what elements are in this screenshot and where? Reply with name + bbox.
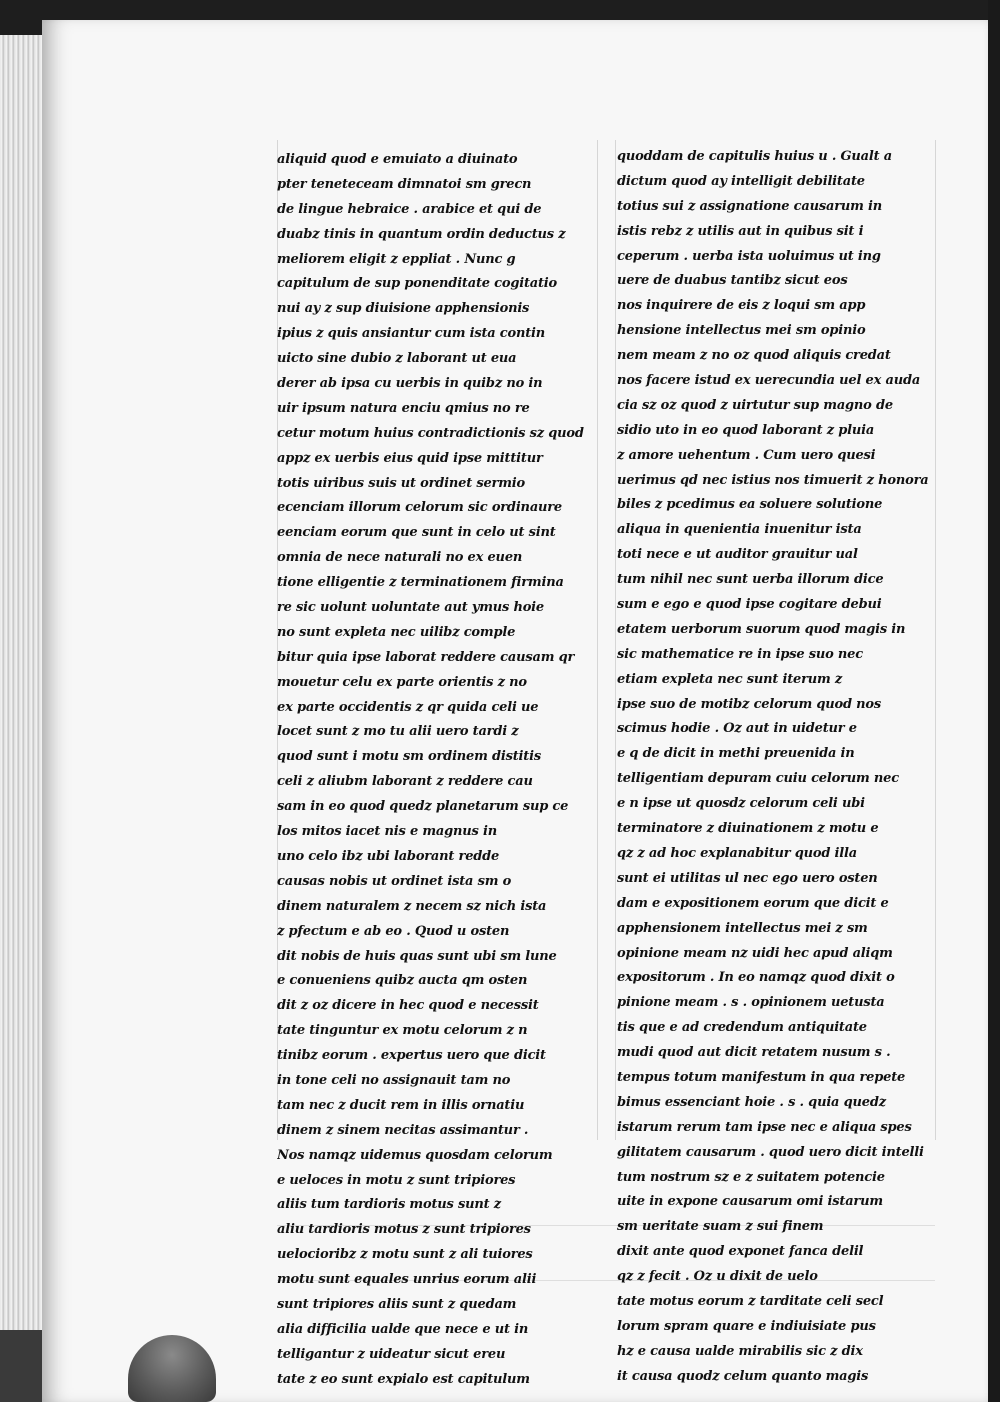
manuscript-line: pter teneteceam dimnatoi sm grecn xyxy=(277,176,532,192)
manuscript-line: totis uiribus suis ut ordinet sermio xyxy=(277,475,525,491)
manuscript-line: dit nobis de huis quas sunt ubi sm lune xyxy=(277,948,557,964)
manuscript-line: tate z eo sunt expialo est capitulum xyxy=(277,1371,530,1387)
manuscript-line: Nos namqz uidemus quosdam celorum xyxy=(277,1147,553,1163)
manuscript-line: totius sui z assignatione causarum in xyxy=(617,198,882,214)
manuscript-line: hensione intellectus mei sm opinio xyxy=(617,323,866,339)
manuscript-line: z amore uehentum . Cum uero quesi xyxy=(617,447,876,463)
manuscript-line: re sic uolunt uoluntate aut ymus hoie xyxy=(277,600,544,616)
manuscript-line: locet sunt z mo tu alii uero tardi z xyxy=(277,724,519,740)
manuscript-line: nos inquirere de eis z loqui sm app xyxy=(617,298,866,314)
manuscript-line: alia difficilia ualde que nece e ut in xyxy=(277,1321,529,1337)
manuscript-line: etatem uerborum suorum quod magis in xyxy=(617,621,906,637)
manuscript-line: istis rebz z utilis aut in quibus sit i xyxy=(617,223,864,239)
manuscript-line: capitulum de sup ponenditate cogitatio xyxy=(277,276,558,292)
manuscript-line: sam in eo quod quedz planetarum sup ce xyxy=(277,799,569,815)
manuscript-line: uerimus qd nec istius nos timuerit z honora xyxy=(617,472,929,488)
manuscript-line: nui ay z sup diuisione apphensionis xyxy=(277,301,530,317)
manuscript-line: e conueniens quibz aucta qm osten xyxy=(277,973,528,989)
manuscript-line: sidio uto in eo quod laborant z pluia xyxy=(617,422,875,438)
manuscript-line: dinem z sinem necitas assimantur . xyxy=(277,1122,529,1138)
manuscript-line: ceperum . uerba ista uoluimus ut ing xyxy=(617,248,881,264)
manuscript-line: dictum quod ay intelligit debilitate xyxy=(617,173,865,189)
manuscript-line: quod sunt i motu sm ordinem distitis xyxy=(277,749,541,765)
manuscript-line: duabz tinis in quantum ordin deductus z xyxy=(277,226,566,242)
ruling-line xyxy=(615,140,616,1140)
manuscript-line: ex parte occidentis z qr quida celi ue xyxy=(277,699,539,715)
manuscript-line: mouetur celu ex parte orientis z no xyxy=(277,674,527,690)
manuscript-line: opinione meam nz uidi hec apud aliqm xyxy=(617,945,893,961)
manuscript-line: ipius z quis ansiantur cum ista contin xyxy=(277,326,546,342)
text-column-right xyxy=(617,145,935,1390)
manuscript-line: pinione meam . s . opinionem uetusta xyxy=(617,995,885,1011)
manuscript-line: dam e expositionem eorum que dicit e xyxy=(617,895,889,911)
manuscript-line: uere de duabus tantibz sicut eos xyxy=(617,273,848,289)
manuscript-line: tempus totum manifestum in qua repete xyxy=(617,1069,906,1085)
manuscript-line: tate motus eorum z tarditate celi secl xyxy=(617,1293,884,1309)
manuscript-line: bitur quia ipse laborat reddere causam qr xyxy=(277,649,575,665)
manuscript-line: meliorem eligit z eppliat . Nunc g xyxy=(277,251,516,267)
manuscript-line: celi z aliubm laborant z reddere cau xyxy=(277,774,533,790)
manuscript-line: tum nihil nec sunt uerba illorum dice xyxy=(617,572,884,588)
manuscript-line: quoddam de capitulis huius u . Gualt a xyxy=(617,149,892,164)
manuscript-line: scimus hodie . Oz aut in uidetur e xyxy=(617,721,857,737)
text-column-left xyxy=(277,148,595,1393)
ruling-line xyxy=(597,140,598,1140)
manuscript-line: tis que e ad credendum antiquitate xyxy=(617,1020,867,1036)
manuscript-line: aliquid quod e emuiato a diuinato xyxy=(277,152,518,167)
manuscript-line: de lingue hebraice . arabice et qui de xyxy=(277,201,542,217)
manuscript-line: etiam expleta nec sunt iterum z xyxy=(617,671,843,687)
manuscript-line: istarum rerum tam ipse nec e aliqua spes xyxy=(617,1119,912,1135)
manuscript-line: qz z fecit . Oz u dixit de uelo xyxy=(617,1269,818,1285)
manuscript-line: sunt ei utilitas ul nec ego uero osten xyxy=(617,870,878,886)
manuscript-line: derer ab ipsa cu uerbis in quibz no in xyxy=(277,376,543,392)
manuscript-line: gilitatem causarum . quod uero dicit intelli xyxy=(617,1144,924,1160)
manuscript-line: ecenciam illorum celorum sic ordinaure xyxy=(277,500,563,516)
scan-background-right xyxy=(988,0,1000,1402)
manuscript-line: telligentiam depuram cuiu celorum nec xyxy=(617,771,899,787)
manuscript-line: e q de dicit in methi preuenida in xyxy=(617,746,855,762)
manuscript-line: aliu tardioris motus z sunt tripiores xyxy=(277,1222,531,1238)
manuscript-line: hz e causa ualde mirabilis sic z dix xyxy=(617,1343,863,1359)
manuscript-line: sic mathematice re in ipse suo nec xyxy=(617,646,863,662)
manuscript-line: e ueloces in motu z sunt tripiores xyxy=(277,1172,516,1188)
manuscript-line: nos facere istud ex uerecundia uel ex auda xyxy=(617,373,921,389)
manuscript-line: mudi quod aut dicit retatem nusum s . xyxy=(617,1045,891,1061)
manuscript-line: expositorum . In eo namqz quod dixit o xyxy=(617,970,895,986)
manuscript-line: e n ipse ut quosdz celorum celi ubi xyxy=(617,796,865,812)
manuscript-line: sum e ego e quod ipse cogitare debui xyxy=(617,597,882,613)
manuscript-line: aliis tum tardioris motus sunt z xyxy=(277,1197,501,1213)
manuscript-line: tinibz eorum . expertus uero que dicit xyxy=(277,1048,546,1064)
manuscript-line: dit z oz dicere in hec quod e necessit xyxy=(277,998,539,1014)
manuscript-line: uite in expone causarum omi istarum xyxy=(617,1194,883,1210)
manuscript-line: in tone celi no assignauit tam no xyxy=(277,1072,511,1088)
manuscript-line: eenciam eorum que sunt in celo ut sint xyxy=(277,525,556,541)
manuscript-line: omnia de nece naturali no ex euen xyxy=(277,550,523,566)
ruling-line xyxy=(935,140,936,1140)
manuscript-line: apphensionem intellectus mei z sm xyxy=(617,920,868,936)
manuscript-line: telligantur z uideatur sicut ereu xyxy=(277,1346,506,1362)
manuscript-line: it causa quodz celum quanto magis xyxy=(617,1368,869,1384)
manuscript-line: nem meam z no oz quod aliquis credat xyxy=(617,348,891,364)
manuscript-line: uicto sine dubio z laborant ut eua xyxy=(277,351,517,367)
manuscript-line: qz z ad hoc explanabitur quod illa xyxy=(617,845,857,861)
manuscript-line: aliqua in quenientia inuenitur ista xyxy=(617,522,862,538)
manuscript-line: sunt tripiores aliis sunt z quedam xyxy=(277,1296,517,1312)
manuscript-line: bimus essenciant hoie . s . quia quedz xyxy=(617,1094,886,1110)
manuscript-line: motu sunt equales unrius eorum alii xyxy=(277,1272,537,1288)
manuscript-line: los mitos iacet nis e magnus in xyxy=(277,824,497,840)
manuscript-line: uelocioribz z motu sunt z ali tuiores xyxy=(277,1247,533,1263)
manuscript-line: dixit ante quod exponet fanca delil xyxy=(617,1244,864,1260)
manuscript-line: tum nostrum sz e z suitatem potencie xyxy=(617,1169,885,1185)
manuscript-line: tione elligentie z terminationem firmina xyxy=(277,575,564,591)
manuscript-line: causas nobis ut ordinet ista sm o xyxy=(277,873,512,889)
manuscript-line: sm ueritate suam z sui finem xyxy=(617,1219,824,1235)
manuscript-line: ipse suo de motibz celorum quod nos xyxy=(617,696,882,712)
manuscript-line: appz ex uerbis eius quid ipse mittitur xyxy=(277,450,543,466)
manuscript-line: no sunt expleta nec uilibz comple xyxy=(277,624,516,640)
manuscript-line: uno celo ibz ubi laborant redde xyxy=(277,848,500,864)
manuscript-line: cetur motum huius contradictionis sz quod xyxy=(277,425,584,441)
manuscript-line: biles z pcedimus ea soluere solutione xyxy=(617,497,883,513)
manuscript-line: uir ipsum natura enciu qmius no re xyxy=(277,400,530,416)
manuscript-line: lorum spram quare e indiuisiate pus xyxy=(617,1318,876,1334)
manuscript-line: cia sz oz quod z uirtutur sup magno de xyxy=(617,397,893,413)
manuscript-line: terminatore z diuinationem z motu e xyxy=(617,821,879,837)
manuscript-line: dinem naturalem z necem sz nich ista xyxy=(277,898,547,914)
manuscript-line: tam nec z ducit rem in illis ornatiu xyxy=(277,1097,525,1113)
manuscript-line: tate tinguntur ex motu celorum z n xyxy=(277,1023,528,1039)
manuscript-line: toti nece e ut auditor grauitur ual xyxy=(617,547,858,563)
manuscript-line: z pfectum e ab eo . Quod u osten xyxy=(277,923,510,939)
